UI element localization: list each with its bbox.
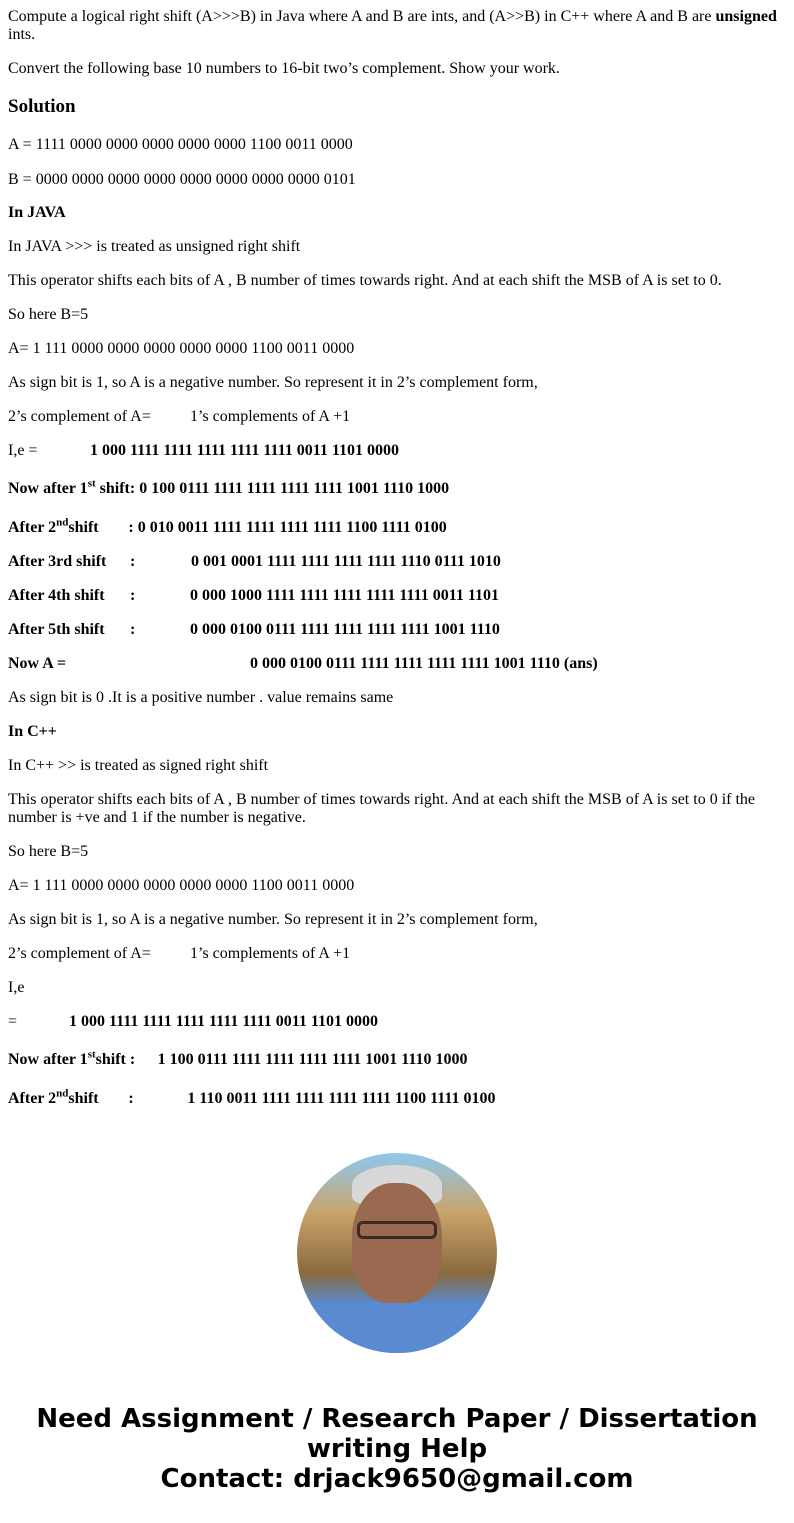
bold-text: unsigned bbox=[715, 8, 777, 25]
java-shift-3 bbox=[8, 553, 501, 571]
text: nd bbox=[56, 516, 69, 529]
text: shift : bbox=[95, 1051, 136, 1068]
text: After 3rd shift bbox=[8, 553, 107, 570]
java-result bbox=[8, 655, 598, 673]
question-line-1 bbox=[8, 8, 777, 44]
cpp-line: In C++ >> is treated as signed right shift bbox=[8, 757, 269, 774]
text: 1 110 0011 1111 1111 1111 1111 1100 1111 0100 bbox=[187, 1090, 496, 1107]
java-heading: In JAVA bbox=[8, 204, 66, 221]
text: 0 000 1000 1111 1111 1111 1111 1111 0011 1101 bbox=[190, 587, 499, 604]
shirt bbox=[297, 1303, 497, 1353]
java-shift-2 bbox=[8, 516, 447, 537]
b-definition: B = 0000 0000 0000 0000 0000 0000 0000 0000 0101 bbox=[8, 171, 356, 188]
text: 0 000 0100 0111 1111 1111 1111 1111 1001 1110 (ans) bbox=[250, 655, 598, 672]
text: Now after 1 bbox=[8, 480, 88, 497]
text: 0 000 0100 0111 1111 1111 1111 1111 1001 1110 bbox=[190, 621, 500, 638]
java-line: So here B=5 bbox=[8, 306, 89, 323]
text: 2’s complement of A= bbox=[8, 408, 151, 425]
text: Compute a logical right shift (A>>>B) in Java where A and B are ints, and (A>>B) in C++ where A and B are bbox=[8, 8, 716, 25]
text: number is +ve and 1 if the number is negative. bbox=[8, 809, 306, 826]
cpp-line: A= 1 111 0000 0000 0000 0000 0000 1100 0011 0000 bbox=[8, 877, 355, 894]
text: Now A = bbox=[8, 655, 67, 672]
cpp-shift-1 bbox=[8, 1048, 468, 1069]
footer-contact: Contact: drjack9650@gmail.com bbox=[160, 1464, 634, 1494]
java-shift-4 bbox=[8, 587, 499, 605]
text: 1’s complements of A +1 bbox=[190, 945, 351, 962]
java-line: In JAVA >>> is treated as unsigned right shift bbox=[8, 238, 301, 255]
text: shift bbox=[68, 519, 99, 536]
cpp-line bbox=[8, 791, 755, 827]
text: 1 000 1111 1111 1111 1111 1111 0011 1101 0000 bbox=[90, 442, 399, 459]
a-definition: A = 1111 0000 0000 0000 0000 0000 1100 0011 0000 bbox=[8, 136, 353, 153]
text: 1 100 0111 1111 1111 1111 1111 1001 1110 1000 bbox=[157, 1051, 468, 1068]
text: nd bbox=[56, 1087, 69, 1100]
java-shift-5 bbox=[8, 621, 500, 639]
text: 2’s complement of A= bbox=[8, 945, 151, 962]
face bbox=[352, 1183, 442, 1303]
cpp-line bbox=[8, 1013, 378, 1031]
cpp-heading: In C++ bbox=[8, 723, 57, 740]
java-line: This operator shifts each bits of A , B number of times towards right. And at each shift the MSB of A is set to 0. bbox=[8, 272, 722, 289]
footer-line: Need Assignment / Research Paper / Dissertation bbox=[36, 1404, 758, 1434]
java-line bbox=[8, 442, 399, 460]
text: shift bbox=[68, 1090, 99, 1107]
text: After 2 bbox=[8, 519, 57, 536]
text: 0 001 0001 1111 1111 1111 1111 1110 0111 1010 bbox=[191, 553, 501, 570]
text: : bbox=[130, 621, 136, 638]
text: st bbox=[87, 1048, 96, 1061]
text: 1’s complements of A +1 bbox=[190, 408, 351, 425]
footer-ad bbox=[0, 1404, 794, 1494]
java-line: As sign bit is 0 .It is a positive number . value remains same bbox=[8, 689, 394, 706]
text: After 5th shift bbox=[8, 621, 105, 638]
cpp-line: So here B=5 bbox=[8, 843, 89, 860]
java-line: A= 1 111 0000 0000 0000 0000 0000 1100 0011 0000 bbox=[8, 340, 355, 357]
cpp-line bbox=[8, 945, 350, 963]
java-shift-1 bbox=[8, 477, 450, 498]
text: shift: 0 100 0111 1111 1111 1111 1111 1001 1110 1000 bbox=[95, 480, 450, 497]
glasses bbox=[357, 1221, 437, 1239]
text: This operator shifts each bits of A , B number of times towards right. And at each shift the MSB of A is set to 0 if the bbox=[8, 791, 756, 808]
cpp-shift-2 bbox=[8, 1087, 496, 1108]
text: Now after 1 bbox=[8, 1051, 88, 1068]
author-photo bbox=[297, 1153, 497, 1353]
text: After 2 bbox=[8, 1090, 57, 1107]
text: = bbox=[8, 1013, 18, 1030]
text: : 0 010 0011 1111 1111 1111 1111 1100 1111 0100 bbox=[128, 519, 447, 536]
text: After 4th shift bbox=[8, 587, 105, 604]
text: I,e = bbox=[8, 442, 38, 459]
cpp-line: As sign bit is 1, so A is a negative number. So represent it in 2’s complement form, bbox=[8, 911, 538, 928]
question-line-2: Convert the following base 10 numbers to 16-bit two’s complement. Show your work. bbox=[8, 60, 560, 77]
text: st bbox=[87, 477, 96, 490]
text: : bbox=[128, 1090, 134, 1107]
java-line: As sign bit is 1, so A is a negative number. So represent it in 2’s complement form, bbox=[8, 374, 538, 391]
text: : bbox=[130, 587, 136, 604]
cpp-line: I,e bbox=[8, 979, 25, 996]
solution-heading: Solution bbox=[8, 96, 76, 117]
text: 1 000 1111 1111 1111 1111 1111 0011 1101 0000 bbox=[69, 1013, 378, 1030]
text: : bbox=[130, 553, 136, 570]
java-line bbox=[8, 408, 350, 426]
text: ints. bbox=[8, 26, 36, 43]
footer-line: writing Help bbox=[306, 1434, 488, 1464]
